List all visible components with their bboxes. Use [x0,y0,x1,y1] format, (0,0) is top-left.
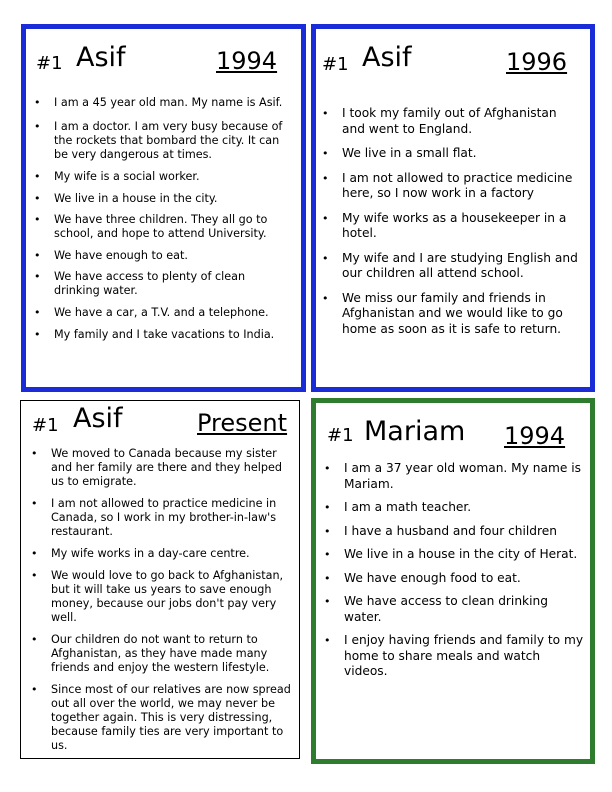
list-item: • My wife works as a housekeeper in a hotel. [320,211,582,242]
card-period: Present [197,409,288,437]
list-item: • We live in a small flat. [320,146,582,162]
card-period: 1994 [504,422,566,450]
card-name: Asif [73,403,123,434]
profile-card-asif-present [20,400,300,759]
list-item: • We miss our family and friends in Afghanistan and we would like to go home as soon as it is safe to return. [320,291,582,338]
list-item: • We have a car, a T.V. and a telephone. [32,306,294,320]
card-name: Asif [362,42,412,73]
fact-list [320,106,582,337]
list-item: • I am a 45 year old man. My name is Asif. [32,96,294,110]
list-item: • We live in a house in the city of Herat. [322,547,584,563]
list-item: • We have enough food to eat. [322,571,584,587]
list-item: • Our children do not want to return to Afghanistan, as they have made many friends and enjoy the western lifestyle. [29,633,291,675]
list-item: • I am not allowed to practice medicine here, so I now work in a factory [320,171,582,202]
list-item: • We have enough to eat. [32,249,294,263]
fact-list [32,96,294,342]
profile-card-mariam-1994 [311,398,595,764]
card-name: Asif [76,42,126,73]
fact-list [29,447,291,753]
card-header [21,401,299,451]
card-period: 1994 [216,47,278,75]
fact-list [322,461,584,680]
list-item: • I took my family out of Afghanistan and went to England. [320,106,582,137]
list-item: • Since most of our relatives are now spread out all over the world, we may never be together again. This is very distressing, because family ties are very important to us. [29,683,291,753]
card-number: #1 [327,425,354,446]
profile-card-asif-1994 [21,24,306,392]
card-number: #1 [322,54,349,75]
list-item: • We would love to go back to Afghanistan, but it will take us years to save enough money, because our jobs don't pay very well. [29,569,291,625]
card-period: 1996 [506,48,568,76]
card-name: Mariam [364,416,466,447]
list-item: • We have access to plenty of clean drinking water. [32,270,294,298]
list-item: • My wife works in a day-care centre. [29,547,291,561]
list-item: • My wife and I are studying English and our children all attend school. [320,251,582,282]
profile-card-asif-1996 [311,24,595,392]
list-item: • My wife is a social worker. [32,170,294,184]
list-item: • We moved to Canada because my sister and her family are there and they helped us to emigrate. [29,447,291,489]
card-header [316,29,590,79]
card-header [316,403,590,453]
list-item: • I am a 37 year old woman. My name is Mariam. [322,461,584,492]
list-item: • We have access to clean drinking water. [322,594,584,625]
list-item: • I am not allowed to practice medicine in Canada, so I work in my brother-in-law's restaurant. [29,497,291,539]
list-item: • We live in a house in the city. [32,192,294,206]
list-item: • I am a doctor. I am very busy because of the rockets that bombard the city. It can be very dangerous at times. [32,120,294,162]
list-item: • I am a math teacher. [322,500,584,516]
list-item: • We have three children. They all go to school, and hope to attend University. [32,213,294,241]
list-item: • I have a husband and four children [322,524,584,540]
list-item: • My family and I take vacations to India. [32,328,294,342]
card-number: #1 [32,415,59,436]
list-item: • I enjoy having friends and family to my home to share meals and watch videos. [322,633,584,680]
card-header [26,29,301,79]
card-number: #1 [36,53,63,74]
